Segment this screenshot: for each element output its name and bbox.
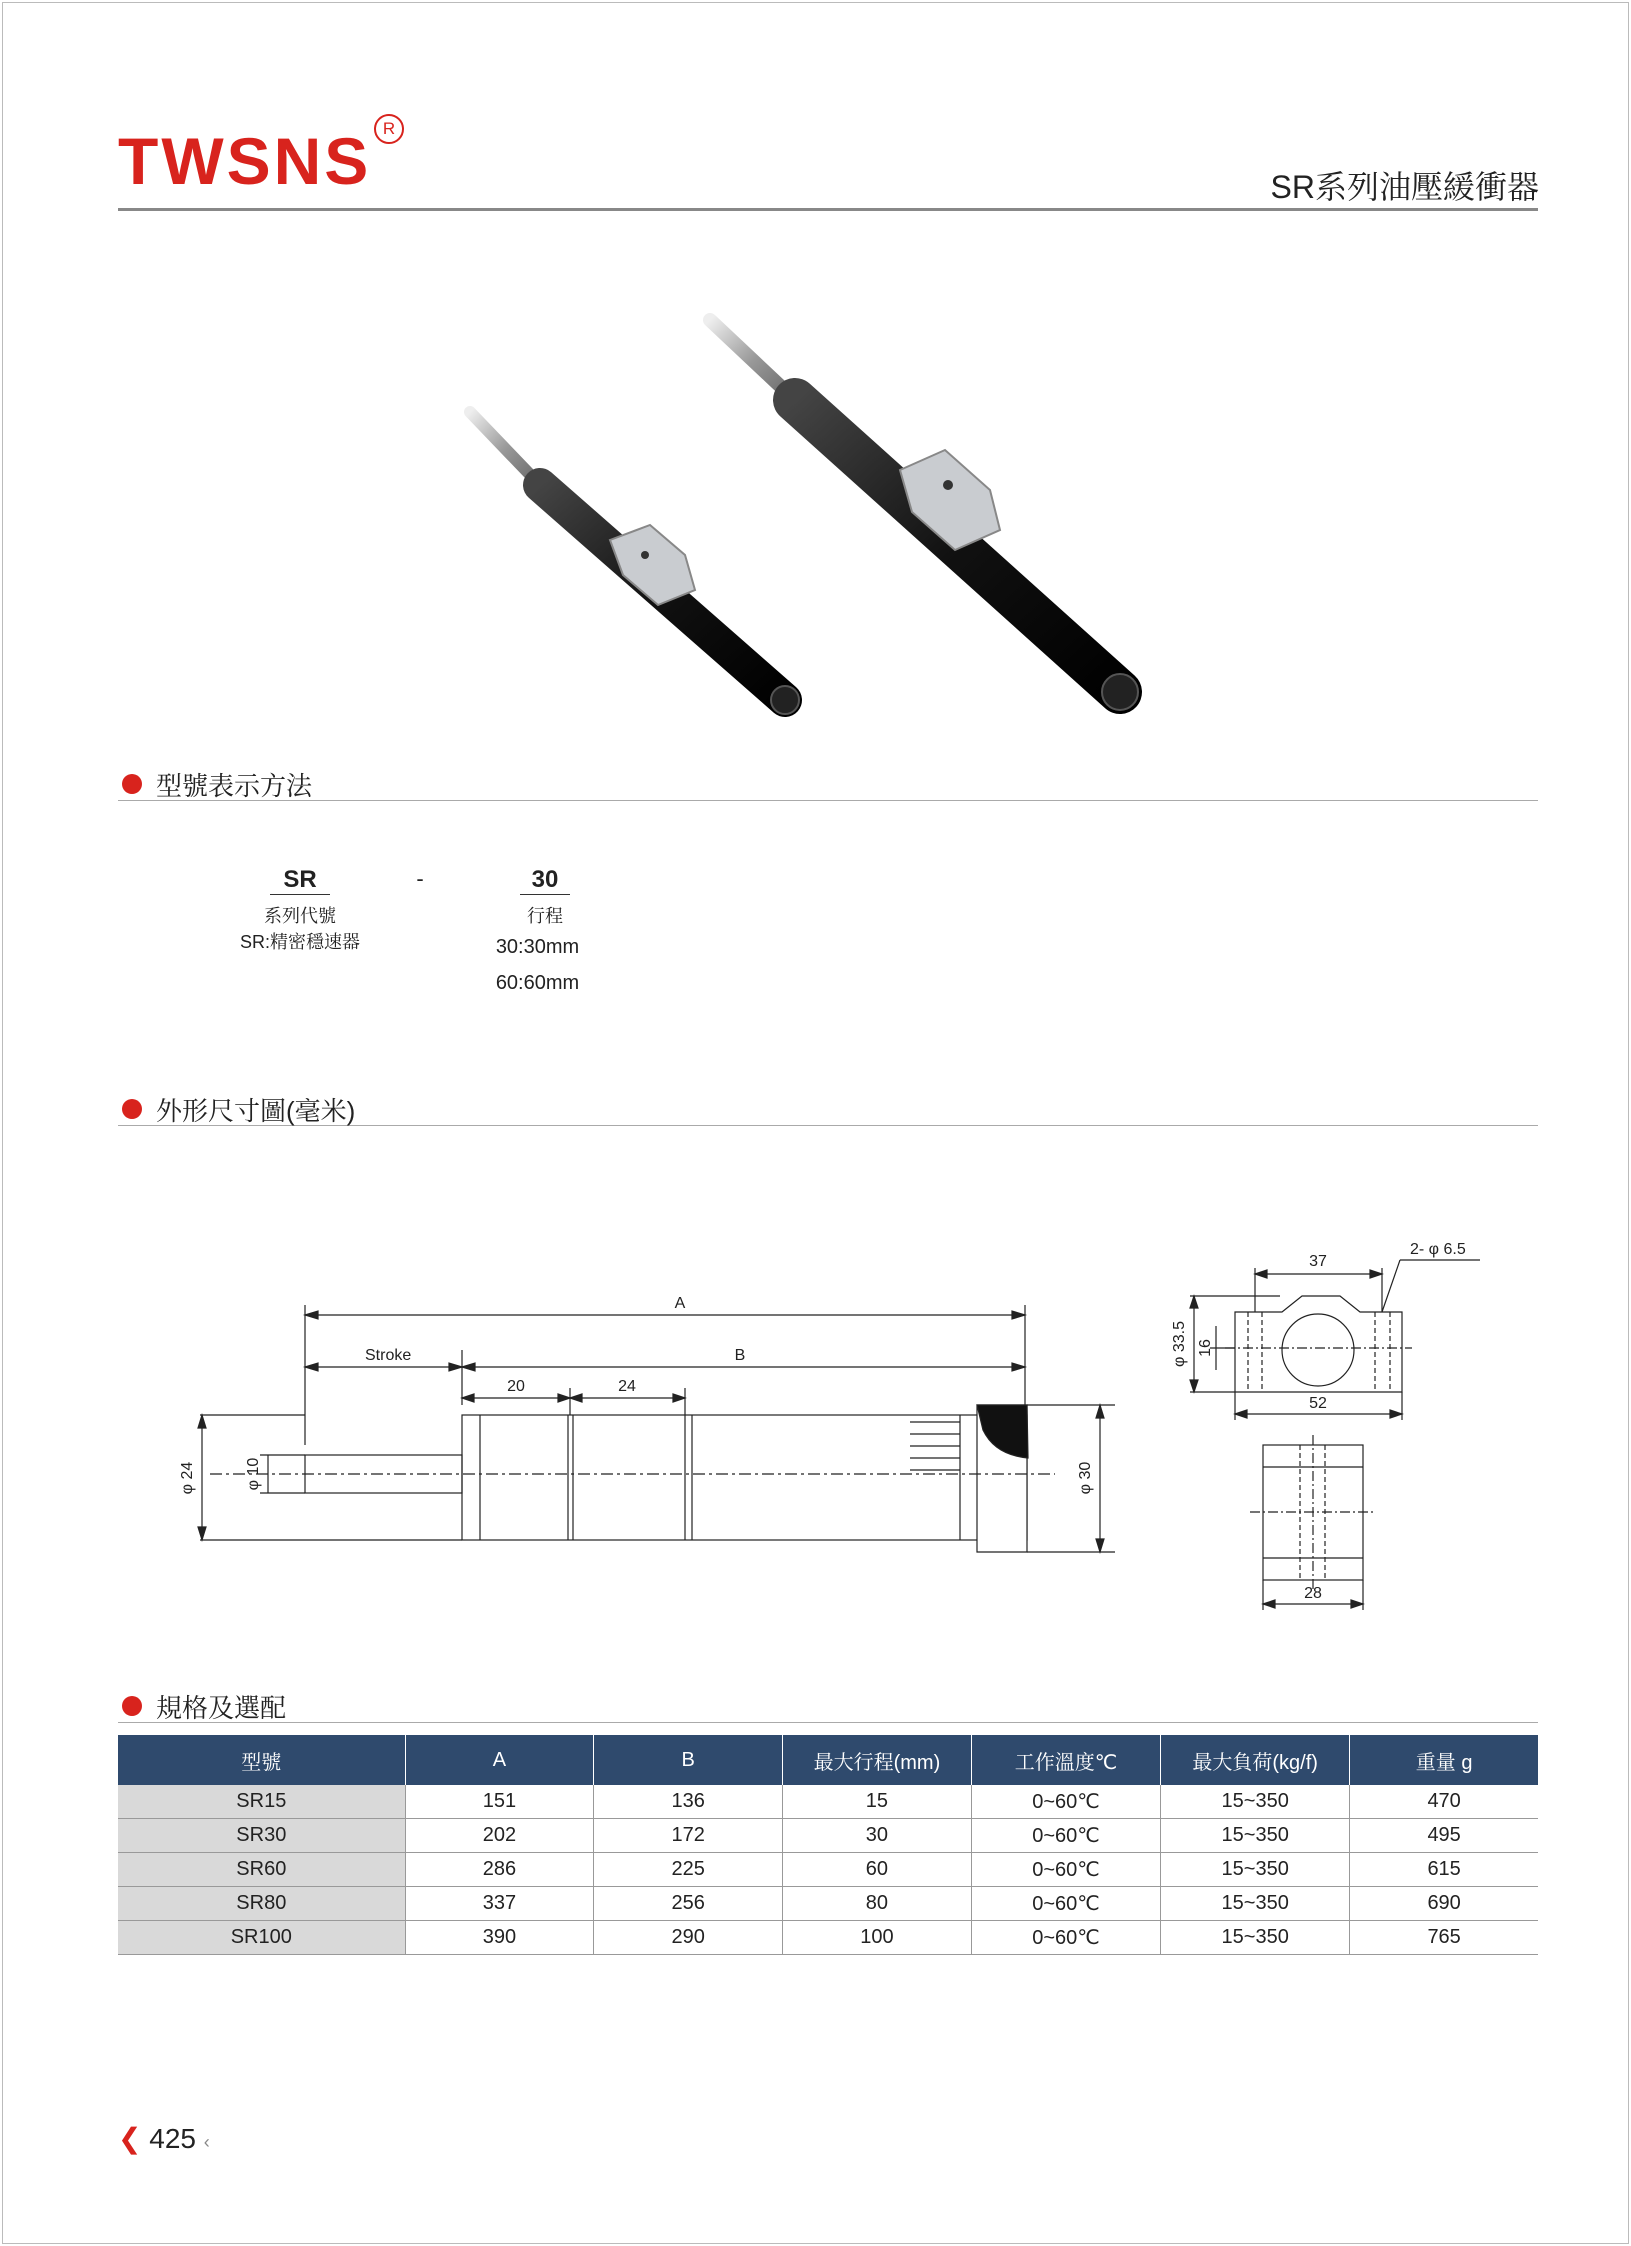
cell-b: 172	[594, 1819, 783, 1853]
cell-stroke: 15	[782, 1785, 971, 1819]
cell-load: 15~350	[1161, 1785, 1350, 1819]
clamp-top-view	[1250, 1435, 1376, 1610]
cell-load: 15~350	[1161, 1853, 1350, 1887]
document-title: SR系列油壓緩衝器	[1270, 169, 1539, 205]
cell-a: 202	[405, 1819, 594, 1853]
table-row	[118, 1887, 1538, 1921]
col-header: 工作溫度℃	[971, 1735, 1160, 1785]
code-desc: SR:精密穩速器	[239, 932, 360, 952]
cell-b: 225	[594, 1853, 783, 1887]
cell-weight: 495	[1350, 1819, 1538, 1853]
cell-temp: 0~60℃	[971, 1921, 1160, 1955]
dim-phi10-label: φ 10	[245, 1457, 262, 1491]
section-title: 型號表示方法	[156, 771, 313, 801]
section-model-notation	[118, 760, 1538, 801]
stroke-code: 30	[520, 866, 570, 895]
spec-table	[118, 1735, 1538, 1955]
col-header: 重量 g	[1350, 1735, 1538, 1785]
cell-weight: 470	[1350, 1785, 1538, 1819]
cell-temp: 0~60℃	[971, 1887, 1160, 1921]
cell-b: 290	[594, 1921, 783, 1955]
model-separator: -	[416, 866, 424, 891]
chevron-left-small-icon: ‹	[203, 2132, 210, 2152]
dim-holes-label: 2- φ 6.5	[1410, 1241, 1466, 1258]
chevron-left-icon: ❮	[118, 2123, 142, 2154]
dim-20-label: 20	[507, 1378, 525, 1395]
cell-model: SR60	[118, 1853, 405, 1887]
dim-16-label: 16	[1197, 1339, 1214, 1357]
dim-52-label: 52	[1309, 1395, 1327, 1412]
dim-phi24-label: φ 24	[179, 1461, 196, 1495]
table-row	[118, 1785, 1538, 1819]
header-rule	[118, 208, 1538, 211]
bullet-icon	[122, 1696, 142, 1716]
col-header: A	[405, 1735, 594, 1785]
side-view-drawing	[198, 1305, 1115, 1552]
cell-a: 337	[405, 1887, 594, 1921]
cell-load: 15~350	[1161, 1921, 1350, 1955]
cell-stroke: 80	[782, 1887, 971, 1921]
dim-stroke-label: Stroke	[365, 1347, 412, 1364]
table-header-row	[118, 1735, 1538, 1785]
code-label: 系列代號	[264, 906, 336, 926]
cell-temp: 0~60℃	[971, 1785, 1160, 1819]
cell-weight: 765	[1350, 1921, 1538, 1955]
col-header: 最大負荷(kg/f)	[1161, 1735, 1350, 1785]
cell-load: 15~350	[1161, 1887, 1350, 1921]
cell-model: SR15	[118, 1785, 405, 1819]
stroke-option: 60:60mm	[495, 972, 580, 994]
col-header: B	[594, 1735, 783, 1785]
cell-a: 286	[405, 1853, 594, 1887]
cell-b: 256	[594, 1887, 783, 1921]
dim-b-label: B	[734, 1347, 746, 1364]
col-header: 最大行程(mm)	[782, 1735, 971, 1785]
dim-phi33-label: φ 33.5	[1171, 1321, 1188, 1367]
cell-load: 15~350	[1161, 1819, 1350, 1853]
cell-temp: 0~60℃	[971, 1819, 1160, 1853]
cell-weight: 615	[1350, 1853, 1538, 1887]
table-row	[118, 1853, 1538, 1887]
section-title: 外形尺寸圖(毫米)	[156, 1096, 356, 1126]
registered-mark: R	[374, 114, 404, 144]
cell-weight: 690	[1350, 1887, 1538, 1921]
section-specs	[118, 1682, 1538, 1723]
cell-a: 151	[405, 1785, 594, 1819]
cell-stroke: 100	[782, 1921, 971, 1955]
cell-stroke: 30	[782, 1819, 971, 1853]
dim-phi30-label: φ 30	[1077, 1461, 1094, 1495]
section-dimensions	[118, 1085, 1538, 1126]
dim-a-label: A	[674, 1295, 686, 1312]
dimension-drawing	[150, 1230, 1500, 1640]
product-image	[440, 300, 1160, 740]
cell-a: 390	[405, 1921, 594, 1955]
dim-28-label: 28	[1304, 1585, 1322, 1602]
shock-absorber-illustration	[440, 300, 1160, 740]
section-title: 規格及選配	[156, 1693, 287, 1723]
cell-stroke: 60	[782, 1853, 971, 1887]
stroke-label: 行程	[527, 906, 563, 926]
page-number	[118, 2122, 210, 2155]
model-code: SR	[270, 866, 330, 895]
cell-b: 136	[594, 1785, 783, 1819]
dim-37-label: 37	[1309, 1253, 1327, 1270]
table-row	[118, 1819, 1538, 1853]
brand-logo: TWSNS	[118, 124, 372, 198]
table-row	[118, 1921, 1538, 1955]
page-number-value: 425	[149, 2123, 196, 2154]
cell-model: SR30	[118, 1819, 405, 1853]
cell-model: SR80	[118, 1887, 405, 1921]
cell-model: SR100	[118, 1921, 405, 1955]
cell-temp: 0~60℃	[971, 1853, 1160, 1887]
dim-24-label: 24	[618, 1378, 636, 1395]
bullet-icon	[122, 1099, 142, 1119]
col-header: 型號	[118, 1735, 405, 1785]
clamp-front-view	[1190, 1260, 1480, 1420]
stroke-option: 30:30mm	[495, 936, 580, 958]
bullet-icon	[122, 774, 142, 794]
